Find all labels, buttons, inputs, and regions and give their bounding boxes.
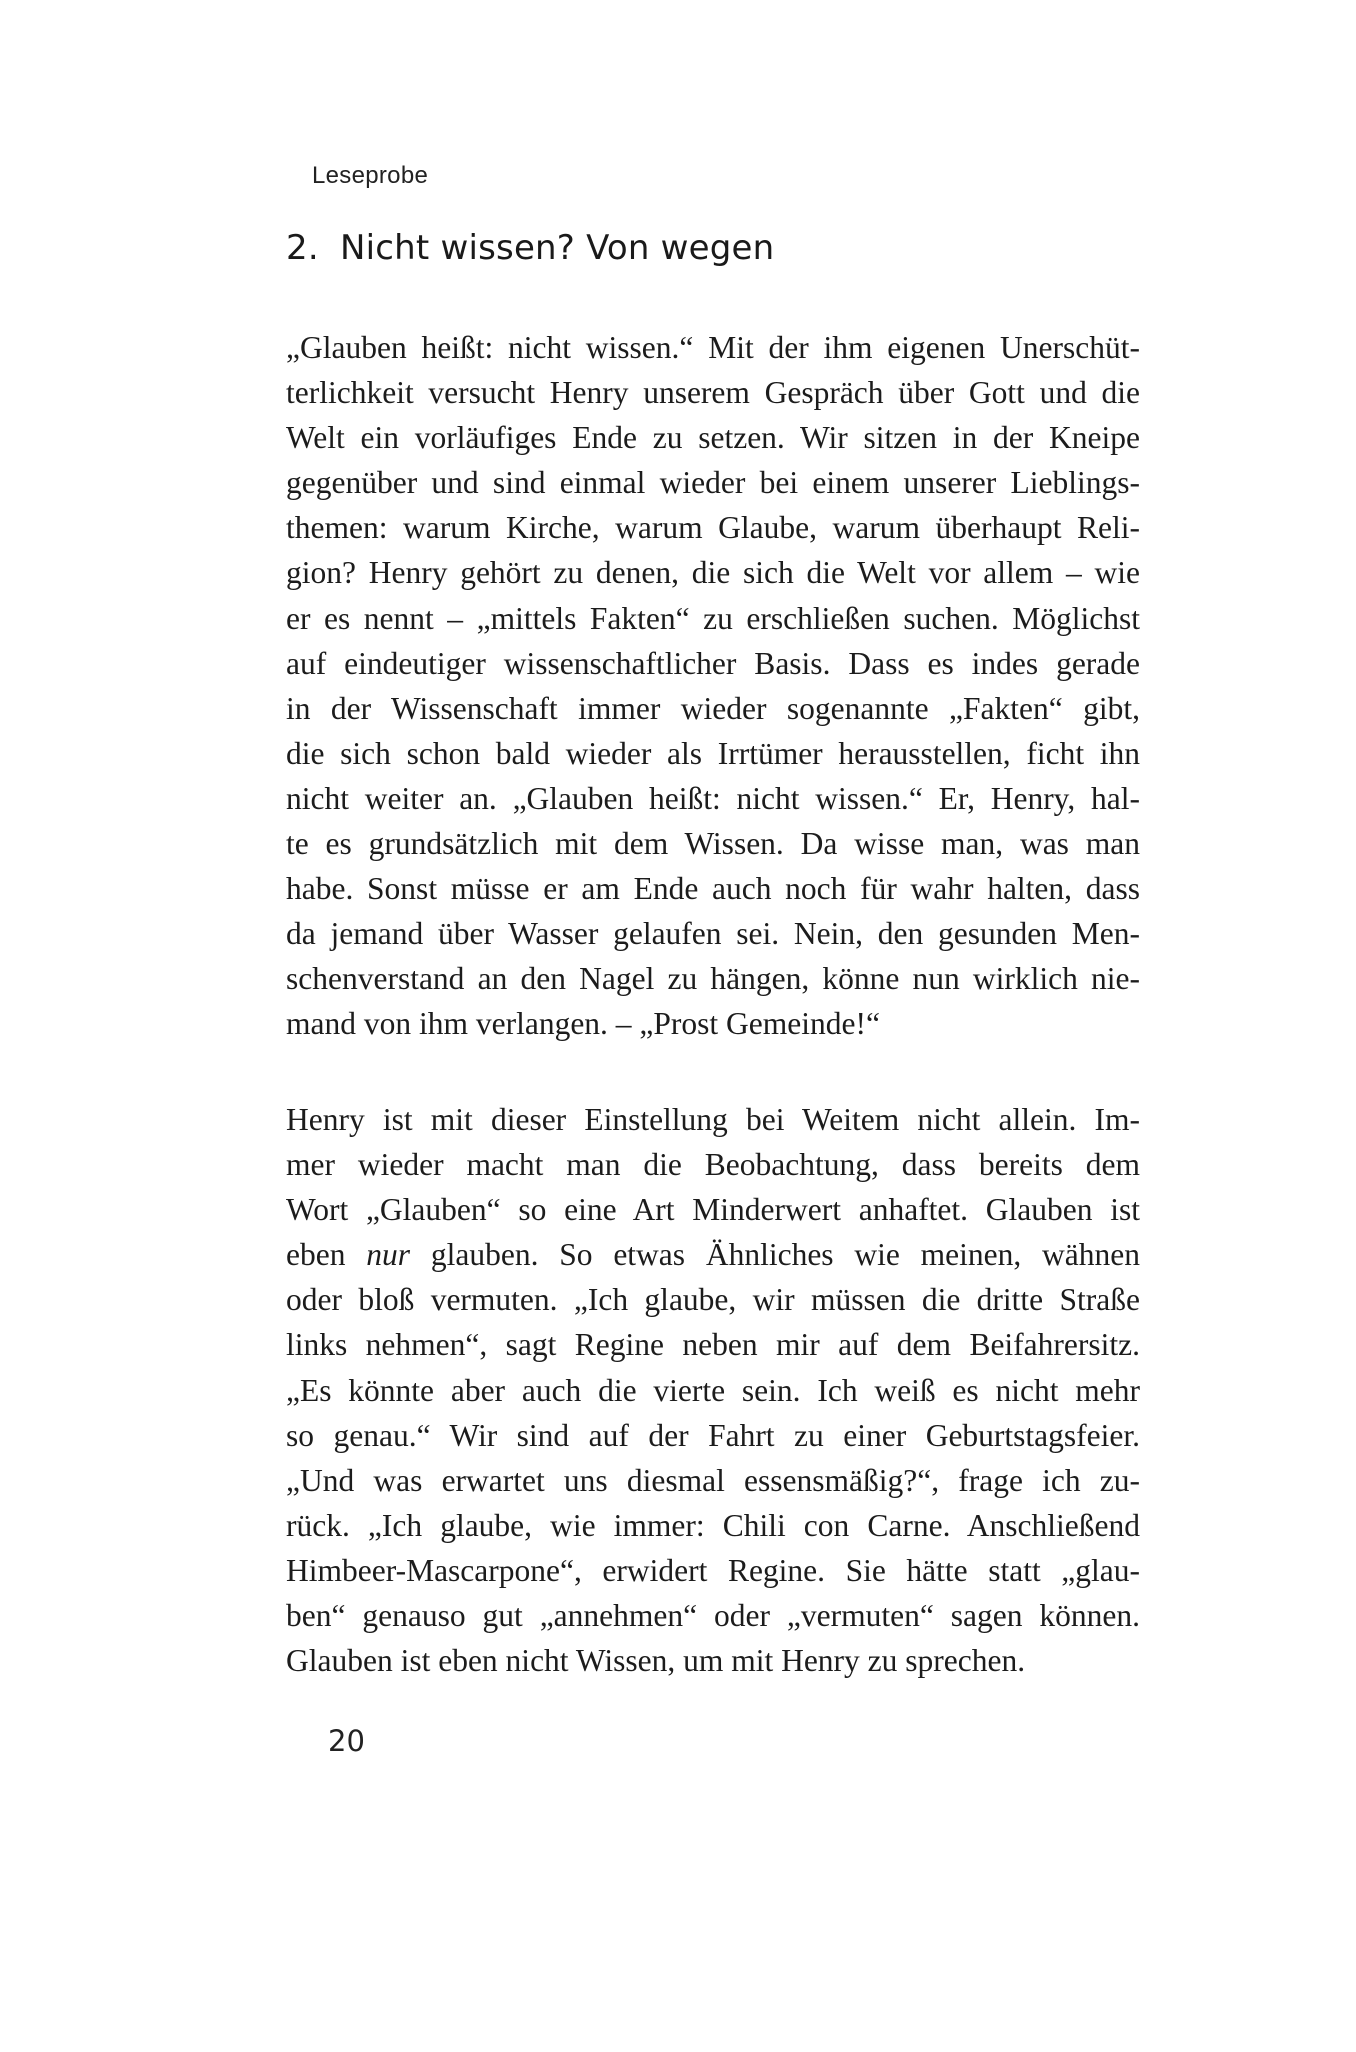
text-line: da jemand über Wasser gelaufen sei. Nein, den gesunden Men-: [286, 916, 1140, 952]
text-line: rück. „Ich glaube, wie immer: Chili con Carne. Anschließend: [286, 1507, 1140, 1543]
text-line: [286, 1232, 1140, 1277]
text-segment: eben: [286, 1237, 346, 1273]
text-line: auf eindeutiger wissenschaftlicher Basis. Dass es indes gerade: [286, 645, 1140, 681]
paragraph-2: [286, 1097, 1140, 1683]
text-line: die sich schon bald wieder als Irrtümer herausstellen, ficht ihn: [286, 735, 1140, 771]
text-line: in der Wissenschaft immer wieder sogenannte „Fakten“ gibt,: [286, 690, 1140, 726]
text-line: mand von ihm verlangen. – „Prost Gemeinde!“: [286, 1006, 880, 1042]
text-line: er es nennt – „mittels Fakten“ zu erschließen suchen. Möglichst: [286, 600, 1140, 636]
text-line: themen: warum Kirche, warum Glaube, warum überhaupt Reli-: [286, 510, 1140, 546]
text-line: habe. Sonst müsse er am Ende auch noch für wahr halten, dass: [286, 871, 1140, 907]
text-segment: glauben. So etwas Ähnliches wie meinen, wähnen: [430, 1237, 1141, 1273]
text-line: links nehmen“, sagt Regine neben mir auf dem Beifahrersitz.: [286, 1327, 1140, 1363]
text-line: mer wieder macht man die Beobachtung, dass bereits dem: [286, 1147, 1140, 1183]
text-line: gegenüber und sind einmal wieder bei einem unserer Lieblings-: [286, 465, 1140, 501]
chapter-heading: [286, 228, 774, 268]
leseprobe-label: Leseprobe: [312, 162, 429, 189]
text-line: ben“ genauso gut „annehmen“ oder „vermuten“ sagen können.: [286, 1598, 1140, 1634]
text-line: „Es könnte aber auch die vierte sein. Ich weiß es nicht mehr: [286, 1372, 1140, 1408]
text-line: Henry ist mit dieser Einstellung bei Weitem nicht allein. Im-: [286, 1102, 1140, 1137]
emphasized-word: nur: [366, 1237, 411, 1273]
chapter-title-text: Nicht wissen? Von wegen: [340, 228, 775, 268]
text-line: Welt ein vorläufiges Ende zu setzen. Wir sitzen in der Kneipe: [286, 420, 1140, 456]
text-line: oder bloß vermuten. „Ich glaube, wir müssen die dritte Straße: [286, 1282, 1140, 1318]
text-line: Himbeer-Mascarpone“, erwidert Regine. Sie hätte statt „glau-: [286, 1552, 1140, 1588]
text-line: terlichkeit versucht Henry unserem Gespräch über Gott und die: [286, 375, 1140, 411]
text-line: nicht weiter an. „Glauben heißt: nicht wissen.“ Er, Henry, hal-: [286, 780, 1140, 816]
text-line: „Und was erwartet uns diesmal essensmäßig?“, frage ich zu-: [286, 1462, 1140, 1498]
text-line: Wort „Glauben“ so eine Art Minderwert anhaftet. Glauben ist: [286, 1192, 1140, 1228]
text-line: schenverstand an den Nagel zu hängen, könne nun wirklich nie-: [286, 961, 1140, 997]
chapter-number: 2.: [286, 228, 319, 268]
text-line: gion? Henry gehört zu denen, die sich die Welt vor allem – wie: [286, 555, 1140, 591]
page-number: 20: [328, 1724, 365, 1758]
text-line: „Glauben heißt: nicht wissen.“ Mit der ihm eigenen Unerschüt-: [286, 330, 1140, 365]
text-line: Glauben ist eben nicht Wissen, um mit Henry zu sprechen.: [286, 1643, 1026, 1679]
text-line: te es grundsätzlich mit dem Wissen. Da wisse man, was man: [286, 826, 1140, 862]
paragraph-1: [286, 325, 1140, 1047]
text-line: so genau.“ Wir sind auf der Fahrt zu einer Geburtstagsfeier.: [286, 1417, 1140, 1453]
